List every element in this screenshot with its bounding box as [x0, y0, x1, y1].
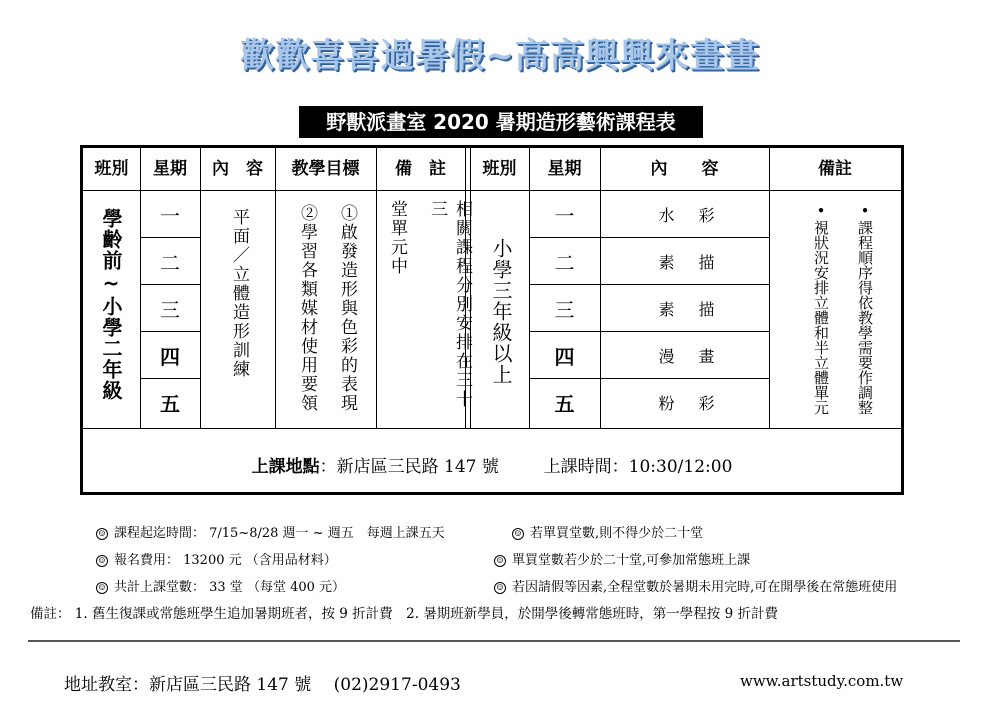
location-row	[83, 452, 901, 477]
col-line	[200, 148, 201, 428]
note-left-2: 堂單元中	[387, 200, 407, 276]
header-weekday-right: 星期	[547, 159, 582, 179]
info-period-text: 課程起迄時間： 7/15~8/28 週一 ~ 週五 每週上課五天	[114, 526, 445, 541]
note-left-1: 相關課程分別安排在三十三	[427, 200, 472, 409]
header-divider	[83, 190, 901, 191]
header-notes-left: 備 註	[395, 159, 446, 179]
goal-1: ①啟發造形與色彩的表現	[337, 204, 357, 413]
course-tue: 素描	[658, 253, 739, 272]
footer-address: 地址教室：新店區三民路 147 號 (02)2917-0493	[64, 675, 461, 695]
course-fri: 粉彩	[658, 394, 739, 413]
rule-3	[494, 576, 897, 595]
day-left-1: 一	[160, 204, 180, 228]
course-wed: 素描	[658, 300, 739, 319]
col-line	[275, 148, 276, 428]
location-value: ：新店區三民路 147 號	[319, 457, 499, 477]
day-right-5: 五	[554, 392, 575, 416]
header-weekday-left: 星期	[153, 159, 187, 179]
schedule-table	[80, 145, 904, 495]
time-label: 上課時間：	[543, 457, 629, 477]
page-banner: 歡歡喜喜過暑假~高高興興來畫畫	[240, 36, 760, 76]
header-class-right: 班別	[482, 159, 517, 179]
day-right-4: 四	[554, 345, 575, 369]
class-left-label: 學齡前~小學二年級	[99, 208, 123, 401]
day-left-4: 四	[160, 345, 180, 369]
rule-2	[494, 549, 750, 568]
note-right-2: •視狀況安排立體和半立體單元	[812, 202, 830, 415]
time-value: 10:30/12:00	[628, 457, 733, 477]
smiley-icon: ☺	[96, 555, 108, 567]
row-line	[140, 331, 200, 332]
schedule-title: 野獸派畫室 2020 暑期造形藝術課程表	[299, 106, 703, 138]
header-notes-right: 備註	[818, 159, 852, 179]
smiley-icon: ☺	[494, 582, 506, 594]
header-content-left: 內 容	[212, 159, 263, 179]
footer-website[interactable]: www.artstudy.com.tw	[740, 672, 904, 690]
col-line	[600, 148, 601, 428]
location-label: 上課地點	[251, 457, 320, 477]
row-line	[140, 284, 200, 285]
header-content-right: 內 容	[650, 159, 719, 179]
info-fee	[96, 549, 337, 568]
info-period	[96, 522, 445, 541]
remark-line: 備註： 1. 舊生復課或常態班學生追加暑期班者，按 9 折計費 2. 暑期班新學員，於開學後轉常態班時，第一學程按 9 折計費	[30, 606, 778, 622]
rule-1-text: 若單買堂數,則不得少於二十堂	[530, 526, 704, 541]
row-line	[140, 237, 200, 238]
info-total-text: 共計上課堂數： 33 堂 （每堂 400 元）	[114, 580, 346, 595]
day-left-5: 五	[160, 392, 180, 416]
header-goals: 教學目標	[291, 159, 360, 179]
course-thu: 漫畫	[658, 347, 739, 366]
class-right-label: 小學三年級以上	[489, 238, 513, 385]
info-fee-text: 報名費用： 13200 元 （含用品材料）	[114, 553, 337, 568]
rule-1	[512, 522, 703, 541]
day-right-2: 二	[554, 251, 575, 275]
col-line	[769, 148, 770, 428]
smiley-icon: ☺	[96, 582, 108, 594]
smiley-icon: ☺	[494, 555, 506, 567]
note-right-1: •課程順序得依教學需要作調整	[856, 202, 874, 415]
day-right-1: 一	[554, 204, 575, 228]
course-mon: 水彩	[658, 206, 739, 225]
col-line	[376, 148, 377, 428]
row-line	[140, 378, 200, 379]
row-line	[529, 378, 769, 379]
content-left: 平面／立體造形訓練	[229, 208, 249, 379]
row-line	[529, 284, 769, 285]
col-line	[140, 148, 141, 428]
footer-divider	[28, 640, 960, 642]
col-line	[529, 148, 530, 428]
row-line	[529, 237, 769, 238]
row-line	[529, 331, 769, 332]
day-left-2: 二	[160, 251, 180, 275]
body-divider	[83, 428, 901, 429]
day-right-3: 三	[554, 298, 575, 322]
smiley-icon: ☺	[512, 528, 524, 540]
goal-2: ②學習各類媒材使用要領	[297, 204, 317, 413]
info-total	[96, 576, 345, 595]
smiley-icon: ☺	[96, 528, 108, 540]
rule-3-text: 若因請假等因素,全程堂數於暑期未用完時,可在開學後在常態班使用	[512, 580, 898, 595]
rule-2-text: 單買堂數若少於二十堂,可參加常態班上課	[512, 553, 751, 568]
day-left-3: 三	[160, 298, 180, 322]
header-class-left: 班別	[94, 159, 129, 179]
